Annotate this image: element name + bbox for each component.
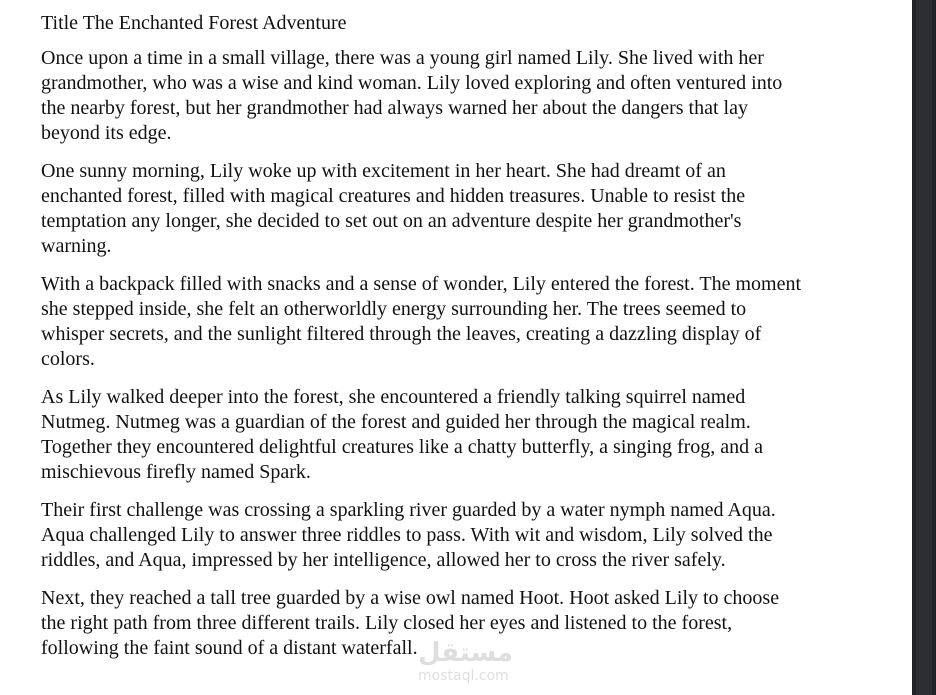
document-title: Title The Enchanted Forest Adventure (41, 12, 347, 34)
paragraph-6: Next, they reached a tall tree guarded by a wise owl named Hoot. Hoot asked Lily to choose the right path from three different trails. Lily closed her eyes and listened to the forest, following the faint sound of a distant waterfall. (41, 587, 780, 659)
scrollbar-thumb[interactable] (916, 0, 932, 695)
watermark-latin-text: mostaql.com (418, 668, 509, 684)
paragraph-2: One sunny morning, Lily woke up with excitement in her heart. She had dreamt of an enchanted forest, filled with magical creatures and hidden treasures. Unable to resist the temptation any longer, she decided to set out on an adventure despite her grandmother's warning. (41, 160, 746, 257)
watermark-arabic-text: مستقل (418, 638, 514, 668)
paragraph-3: With a backpack filled with snacks and a sense of wonder, Lily entered the forest. The moment she stepped inside, she felt an otherworldly energy surrounding her. The trees seemed to whisper secrets, and the sunlight filtered through the leaves, creating a dazzling display of colors. (41, 273, 801, 370)
paragraph-4: As Lily walked deeper into the forest, she encountered a friendly talking squirrel named Nutmeg. Nutmeg was a guardian of the forest and guided her through the magical realm. Together they encountered delightful creatures like a chatty butterfly, a singing frog, and a mischievous firefly named Spark. (41, 386, 764, 483)
vertical-scrollbar[interactable] (912, 0, 936, 695)
paragraph-1: Once upon a time in a small village, there was a young girl named Lily. She lived with her grandmother, who was a wise and kind woman. Lily loved exploring and often ventured into the nearby forest, but her grandmother had always warned her about the dangers that lay beyond its edge. (41, 47, 783, 144)
document-content (41, 10, 801, 674)
paragraph-5: Their first challenge was crossing a sparkling river guarded by a water nymph named Aqua. Aqua challenged Lily to answer three riddles to pass. With wit and wisdom, Lily solved the riddles, and Aqua, impressed by her intelligence, allowed her to cross the river safely. (41, 499, 776, 571)
